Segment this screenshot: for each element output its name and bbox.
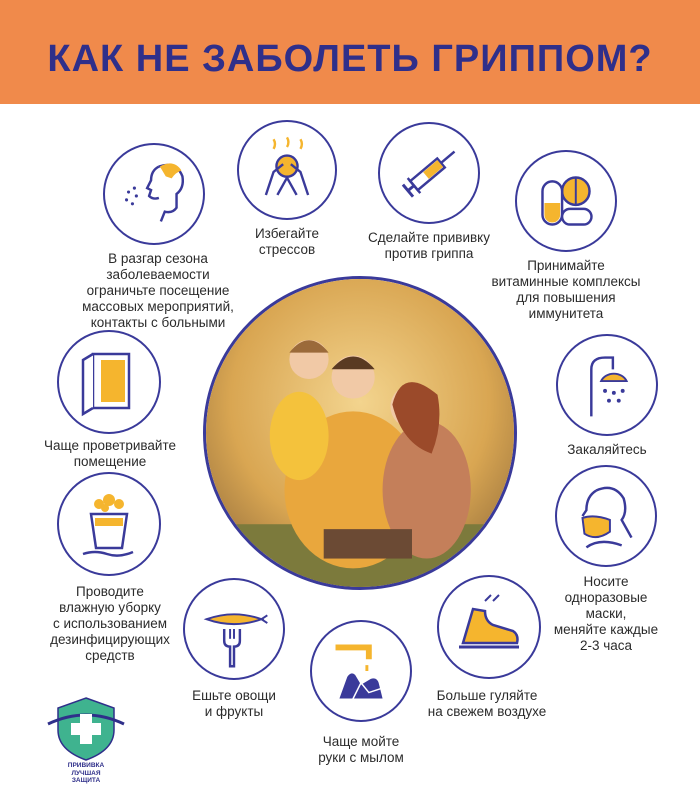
syringe-icon — [378, 122, 480, 224]
tip-label-walk: Больше гуляйте на свежем воздухе — [427, 688, 547, 719]
cleaning-bucket-icon — [57, 472, 161, 576]
sneeze-person-icon — [103, 143, 205, 245]
tip-label-cleaning: Проводите влажную уборку с использованием дезинфицирующих средств — [50, 584, 170, 663]
tip-label-ventilate: Чаще проветривайте помещение — [44, 438, 176, 469]
face-mask-icon — [555, 465, 657, 567]
tip-label-stress: Избегайте стрессов — [254, 226, 320, 257]
shower-icon — [556, 334, 658, 436]
tip-label-crowds: В разгар сезона заболеваемости ограничьте посещение массовых мероприятий, контакты с больными — [82, 251, 234, 330]
family-photo — [203, 276, 517, 590]
stress-head-icon — [237, 120, 337, 220]
tip-label-washing: Чаще мойте руки с мылом — [318, 734, 404, 765]
tip-label-harden: Закаляйтесь — [567, 442, 647, 457]
hand-washing-icon — [310, 620, 412, 722]
sneaker-icon — [437, 575, 541, 679]
logo-text: ПРИВИВКА ЛУЧШАЯ ЗАЩИТА — [67, 762, 105, 784]
open-window-icon — [57, 330, 161, 434]
vitamin-pills-icon — [515, 150, 617, 252]
tip-label-vitamins: Принимайте витаминные комплексы для повышения иммунитета — [491, 258, 641, 321]
tip-label-vegetables: Ешьте овощи и фрукты — [192, 688, 276, 719]
page-title: КАК НЕ ЗАБОЛЕТЬ ГРИППОМ? — [47, 38, 653, 80]
tip-label-vaccine: Сделайте прививку против гриппа — [368, 230, 490, 261]
vegetable-fork-icon — [183, 578, 285, 680]
tip-label-mask: Носите одноразовые маски, меняйте каждые 2-3 часа — [553, 574, 659, 653]
